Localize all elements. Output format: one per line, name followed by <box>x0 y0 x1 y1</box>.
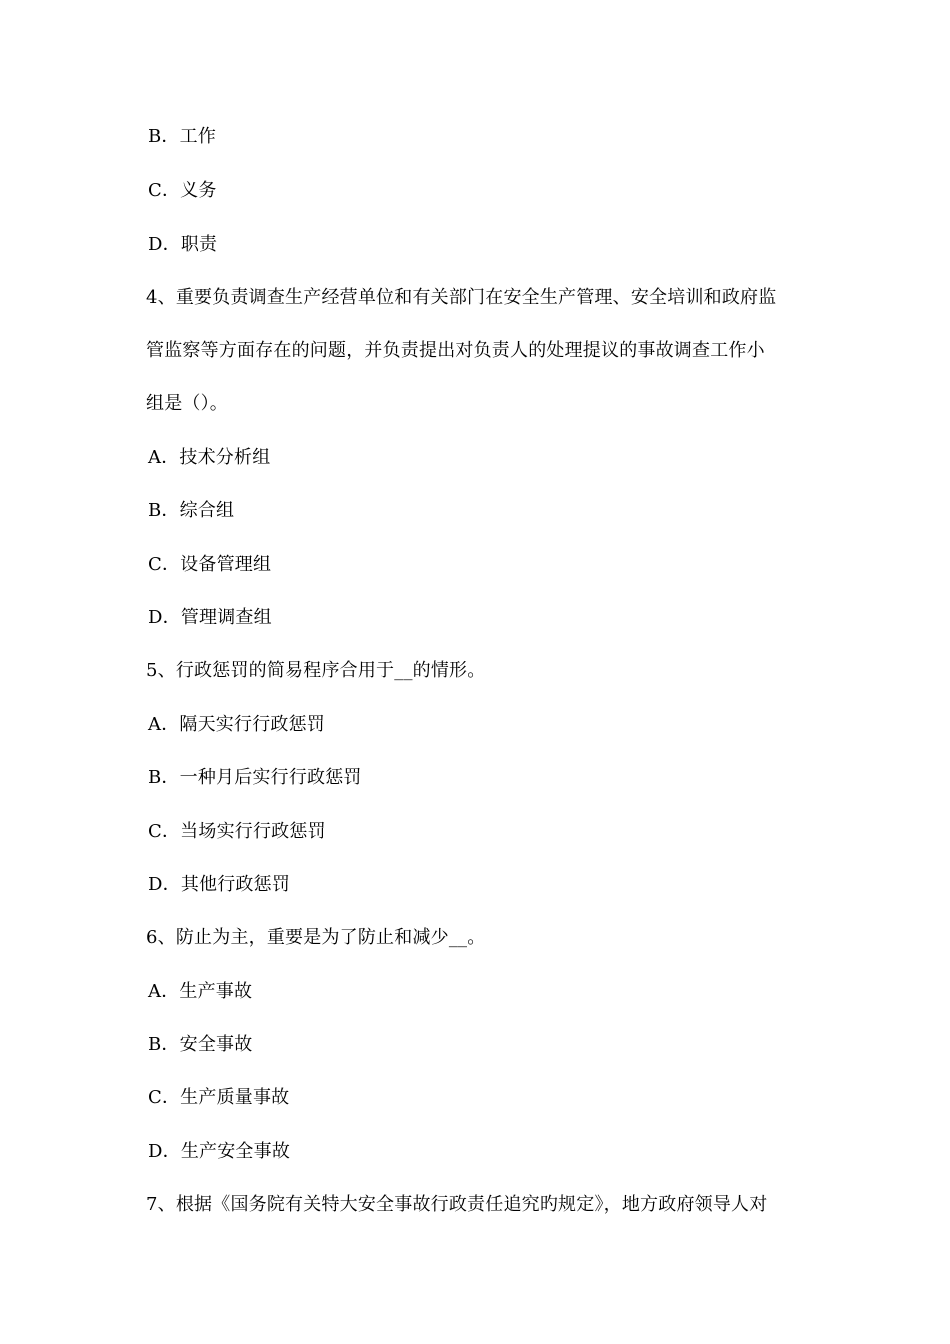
q5-option-a: A．隔天实行行政惩罚 <box>148 714 325 735</box>
q3-option-c: C．义务 <box>148 180 217 201</box>
q3-option-d: D．职责 <box>148 234 218 255</box>
q4-stem-line-2: 管监察等方面存在的问题，并负责提出对负责人的处理提议的事故调查工作小 <box>146 340 765 361</box>
q5-option-d: D．其他行政惩罚 <box>148 874 291 895</box>
q4-option-a: A．技术分析组 <box>148 447 271 468</box>
q5-option-c: C．当场实行行政惩罚 <box>148 821 326 842</box>
q4-option-c: C．设备管理组 <box>148 554 272 575</box>
q6-option-c: C．生产质量事故 <box>148 1087 290 1108</box>
q4-option-b: B．综合组 <box>148 500 235 521</box>
q6-option-b: B．安全事故 <box>148 1034 253 1055</box>
q6-stem: 6、防止为主，重要是为了防止和减少__。 <box>146 927 486 948</box>
q4-stem-line-1: 4、重要负责调查生产经营单位和有关部门在安全生产管理、安全培训和政府监 <box>146 287 777 308</box>
q5-stem: 5、行政惩罚的简易程序合用于__的情形。 <box>146 660 486 681</box>
q4-stem-line-3: 组是（）。 <box>146 393 228 414</box>
q3-option-b: B．工作 <box>148 126 217 147</box>
q5-option-b: B．一种月后实行行政惩罚 <box>148 767 362 788</box>
q7-stem-line-1: 7、根据《国务院有关特大安全事故行政责任追究旳规定》，地方政府领导人对 <box>146 1194 768 1215</box>
q4-option-d: D．管理调查组 <box>148 607 272 628</box>
q6-option-d: D．生产安全事故 <box>148 1141 291 1162</box>
q6-option-a: A．生产事故 <box>148 981 253 1002</box>
